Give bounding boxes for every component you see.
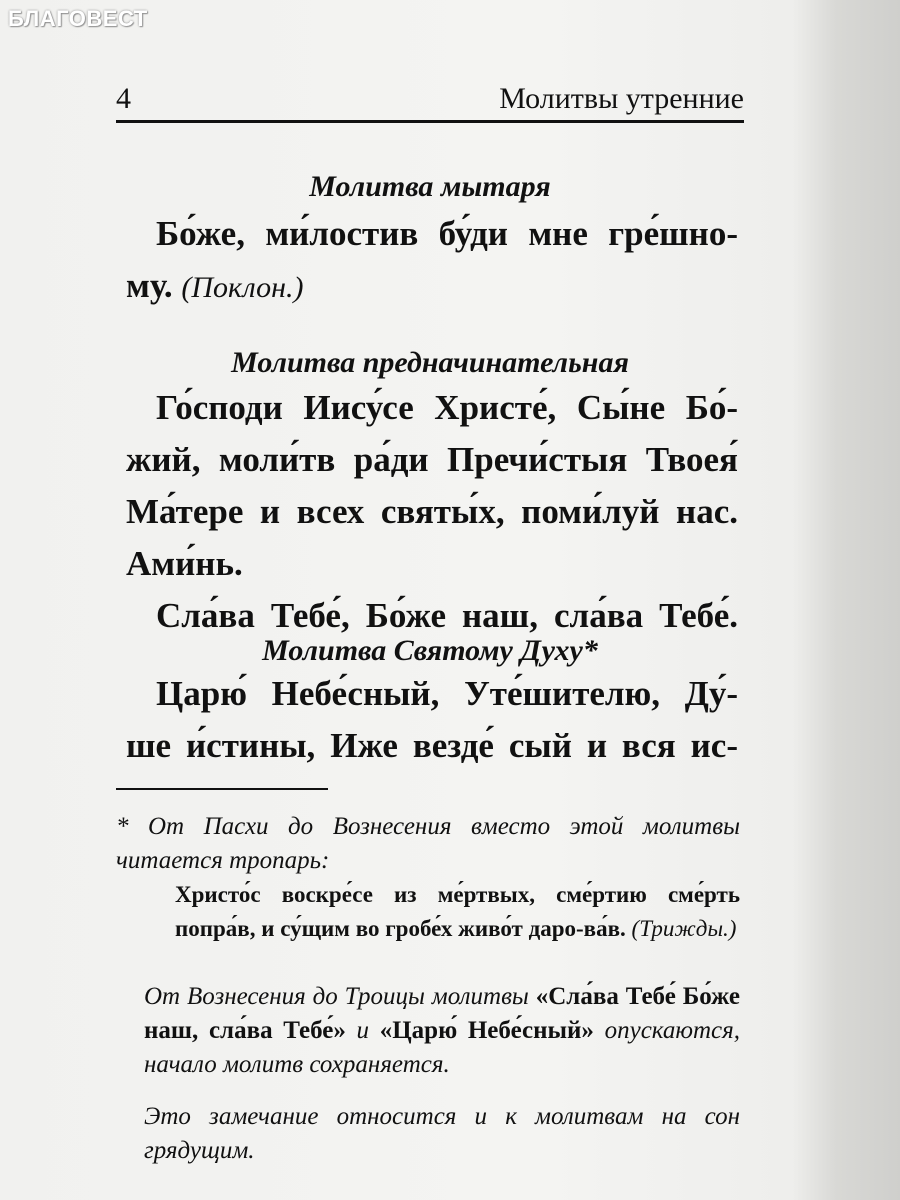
prayer-line: Царю́ Небе́сный, Уте́шителю, Ду́- bbox=[156, 674, 738, 713]
rule-quote-king: «Царю́ Небе́сный» bbox=[379, 1017, 594, 1044]
running-head bbox=[116, 82, 744, 116]
footnote-closing: Это замечание относится и к молитвам на сон грядущим. bbox=[144, 1103, 740, 1164]
running-title: Молитвы утренние bbox=[499, 82, 744, 115]
prayer-line: Бо́же, ми́лостив бу́ди мне гре́шно- bbox=[156, 214, 738, 253]
footnote-rule bbox=[116, 788, 328, 790]
rule-suffix: опускаются, начало молитв сохраняется. bbox=[144, 1017, 741, 1078]
rule-and: и bbox=[356, 1017, 370, 1044]
footnote-intro: * От Пасхи до Вознесения вместо этой молитвы читается тропарь: bbox=[116, 813, 740, 874]
bow-note: (Поклон.) bbox=[181, 271, 304, 304]
footnote-troparion bbox=[175, 878, 740, 946]
prayer-title-publican: Молитва мытаря bbox=[309, 170, 551, 203]
prayer-line: Ами́нь. bbox=[126, 544, 243, 583]
page-number: 4 bbox=[116, 82, 131, 115]
troparion-note: (Трижды.) bbox=[631, 916, 737, 941]
prayer-text-publican bbox=[126, 208, 738, 314]
prayer-text-holy-spirit bbox=[126, 668, 738, 772]
prayer-line-glory: Сла́ва Тебе́, Бо́же наш, сла́ва Тебе́. bbox=[156, 596, 738, 635]
prayer-line: Го́споди Иису́се Христе́, Сы́не Бо́- bbox=[156, 388, 738, 427]
prayer-title-opening: Молитва предначинательная bbox=[231, 346, 629, 379]
prayer-line: Ма́тере и всех святы́х, поми́луй нас. bbox=[126, 492, 738, 531]
rule-prefix: От Вознесения до Троицы молитвы bbox=[144, 983, 529, 1010]
header-rule bbox=[116, 120, 744, 123]
troparion-text: Христо́с воскре́се из ме́ртвых, сме́ртию сме́рть попра́в, и су́щим во гробе́х живо́т даро-ва́в. bbox=[175, 882, 740, 941]
watermark-logo: БЛАГОВЕСТ bbox=[8, 6, 148, 31]
prayer-line bbox=[126, 260, 738, 314]
footnote-rule-text bbox=[116, 980, 740, 1082]
prayer-title-holy-spirit: Молитва Святому Духу* bbox=[262, 634, 598, 667]
rule-quote-glory: «Сла́ва Тебе́ Бо́же наш, сла́ва Тебе́» bbox=[144, 983, 740, 1044]
prayer-text-opening bbox=[126, 382, 738, 642]
prayer-line-text: му. bbox=[126, 266, 173, 305]
prayer-line: жий, моли́тв ра́ди Пречи́стыя Твоея́ bbox=[126, 440, 738, 479]
prayer-line: ше и́стины, Иже везде́ сый и вся ис- bbox=[126, 726, 738, 765]
